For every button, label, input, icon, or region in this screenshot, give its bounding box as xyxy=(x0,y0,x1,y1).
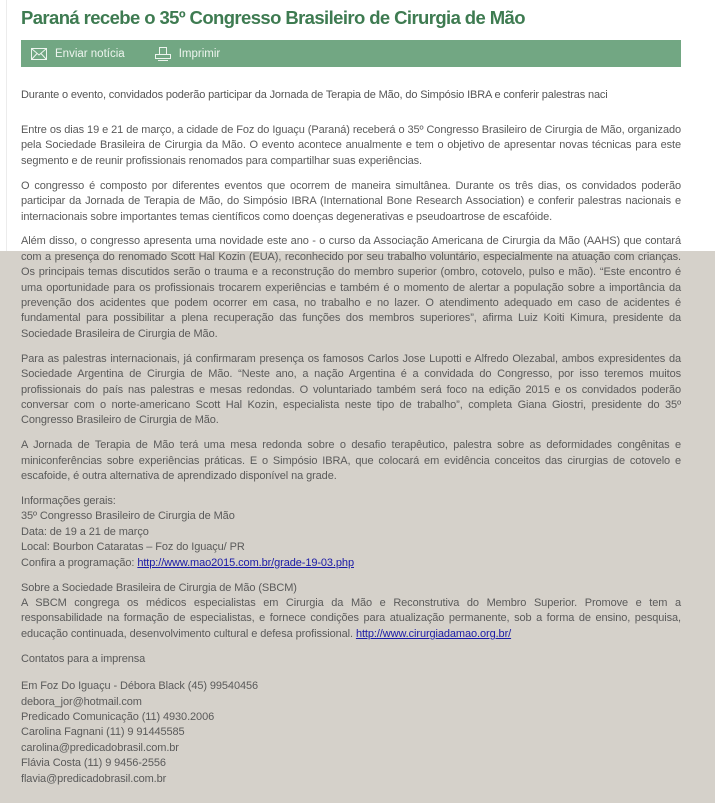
article-toolbar xyxy=(21,40,681,67)
contact-line: Em Foz Do Iguaçu - Débora Black (45) 99540456 xyxy=(21,680,259,693)
contact-line: Predicado Comunicação (11) 4930.2006 xyxy=(21,710,215,723)
envelope-icon xyxy=(31,48,47,60)
contact-line: carolina@predicadobrasil.com.br xyxy=(21,741,179,754)
send-news-label: Enviar notícia xyxy=(55,47,125,60)
contact-line: Carolina Fagnani (11) 9 91445585 xyxy=(21,726,185,739)
printer-icon xyxy=(155,47,171,61)
paragraph: A Jornada de Terapia de Mão terá uma mesa redonda sobre o desafio terapêutico, palestra sobre as deformidades congênitas e miniconferências sobre experiências práticas. E o Simpósio IBRA, que colocará em evidência conceitos das cirurgias de cotovelo e escafoide, é outra alternativa de aprendizado disponível na grade. xyxy=(21,439,681,483)
program-link[interactable]: http://www.mao2015.com.br/grade-19-03.php xyxy=(137,556,354,569)
paragraph: Além disso, o congresso apresenta uma novidade este ano - o curso da Associação Americana de Cirurgia da Mão (AAHS) que contará com a presença do renomado Scott Hal Kozin (EUA), reconhecido por seu trabalho voluntário, especialmente na atuação com crianças. Os principais temas discutidos serão o trauma e a reconstrução do membro superior (ombro, cotovelo, pulso e mão). “Este encontro é uma oportunidade para os profissionais trocarem experiências e também é o momento de alertar a população sobre a importância da prevenção dos acidentes que podem ocorrer em casa, no trabalho e no lazer. O atendimento adequado em caso de acidentes é fundamental para possibilitar a plena recuperação das funções dos membros superiores”, afirma Luiz Koiti Kimura, presidente da Sociedade Brasileira de Cirurgia de Mão. xyxy=(21,235,681,340)
print-button[interactable] xyxy=(155,47,221,61)
paragraph: Para as palestras internacionais, já confirmaram presença os famosos Carlos Jose Lupotti e Alfredo Olezabal, ambos expresidentes da Sociedade Argentina de Cirurgia de Mão. “Neste ano, a nação Argentina é a convidada do Congresso, por isso teremos muitos profissionais do país nas palestras e mesas redondas. O voluntariado também será foco na edição 2015 e os convidados poderão conversar com o norte-americano Scott Hal Kozin, especialista neste tipo de trabalho”, completa Giana Giostri, presidente do 35º Congresso Brasileiro de Cirurgia de Mão. xyxy=(21,352,681,427)
contact-line: flavia@predicadobrasil.com.br xyxy=(21,772,167,785)
about-sbcm xyxy=(21,581,681,643)
contacts-heading: Contatos para a imprensa xyxy=(21,652,146,665)
print-label: Imprimir xyxy=(178,47,221,60)
article-title: Paraná recebe o 35º Congresso Brasileiro de Cirurgia de Mão xyxy=(21,7,525,28)
left-divider xyxy=(6,0,7,251)
contacts-list xyxy=(21,679,681,787)
info-location: Local: Bourbon Cataratas – Foz do Iguaçu/ PR xyxy=(21,541,245,554)
paragraph: O congresso é composto por diferentes eventos que ocorrem de maneira simultânea. Durante os três dias, os convidados poderão participar da Jornada de Terapia de Mão, do Simpósio IBRA (International Bone Research Association) e conferir palestras nacionais e internacionais sobre importantes temas científicos como doenças degenerativas e pseudoartrose de escafóide. xyxy=(21,179,681,223)
contact-line: Flávia Costa (11) 9 9456-2556 xyxy=(21,757,166,770)
info-name: 35º Congresso Brasileiro de Cirurgia de Mão xyxy=(21,510,235,523)
article-body xyxy=(21,123,681,796)
article-intro: Durante o evento, convidados poderão participar da Jornada de Terapia de Mão, do Simpósio IBRA e conferir palestras naci xyxy=(21,89,608,101)
info-heading: Informações gerais: xyxy=(21,495,116,508)
sbcm-link[interactable]: http://www.cirurgiadamao.org.br/ xyxy=(355,627,512,640)
send-news-button[interactable] xyxy=(31,48,125,60)
about-text: A SBCM congrega os médicos especialistas em Cirurgia da Mão e Reconstrutiva do Membro Superior. Promove e tem a responsabilidade na formação de especialistas, e fornece condições para atualização permanente, sob a forma de ensino, pesquisa, educação continuada, desenvolvimento cultural e defesa profissional. xyxy=(21,596,681,640)
contact-line: debora_jor@hotmail.com xyxy=(21,695,142,708)
general-info xyxy=(21,494,681,571)
info-date: Data: de 19 a 21 de março xyxy=(21,525,149,538)
program-label: Confira a programação: xyxy=(21,556,138,569)
about-heading: Sobre a Sociedade Brasileira de Cirurgia de Mão (SBCM) xyxy=(21,581,297,594)
paragraph: Entre os dias 19 e 21 de março, a cidade de Foz do Iguaçu (Paraná) receberá o 35º Congresso Brasileiro de Cirurgia de Mão, organizado pela Sociedade Brasileira de Cirurgia da Mão. O evento acontece anualmente e tem o objetivo de apresentar novas técnicas para este segmento e de reunir profissionais renomados para compartilhar suas experiências. xyxy=(21,124,681,167)
